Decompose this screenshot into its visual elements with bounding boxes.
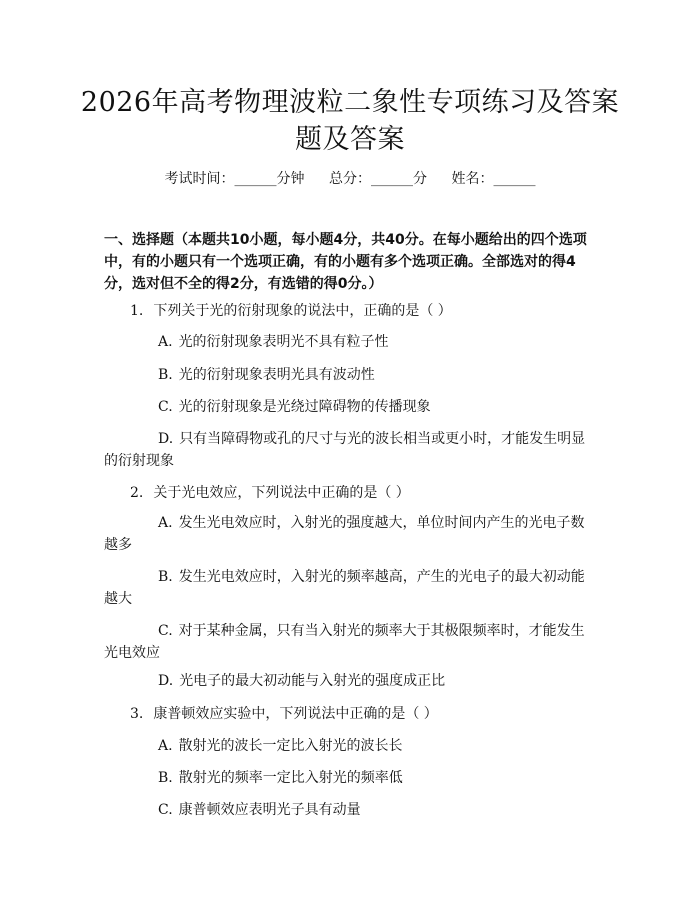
option-text: 发生光电效应时，入射光的强度越大，单位时间内产生的光电子数越多 [104, 515, 585, 553]
question-stem: 康普顿效应实验中，下列说法中正确的是（ ） [153, 706, 438, 722]
option-label: A. [158, 515, 173, 531]
option-1d [104, 428, 592, 472]
exam-meta [0, 168, 700, 188]
option-text: 光的衍射现象表明光具有波动性 [178, 367, 375, 383]
question-3 [104, 703, 592, 725]
question-number: 1. [130, 303, 144, 319]
option-text: 康普顿效应表明光子具有动量 [178, 802, 361, 818]
option-text: 光的衍射现象表明光不具有粒子性 [178, 334, 389, 350]
option-1a [104, 331, 592, 353]
document-title: 2026年高考物理波粒二象性专项练习及答案题及答案 [80, 87, 620, 155]
option-label: D. [158, 673, 174, 689]
option-text: 对于某种金属，只有当入射光的频率大于其极限频率时，才能发生光电效应 [104, 623, 585, 661]
option-label: B. [158, 569, 173, 585]
option-text: 光电子的最大初动能与入射光的强度成正比 [179, 673, 446, 689]
exam-name: 姓名：______ [451, 171, 536, 187]
option-3c [104, 799, 592, 821]
option-label: A. [158, 738, 173, 754]
option-text: 发生光电效应时，入射光的频率越高，产生的光电子的最大初动能越大 [104, 569, 585, 607]
option-text: 散射光的波长一定比入射光的波长长 [178, 738, 403, 754]
option-label: B. [158, 770, 173, 786]
option-2d [104, 670, 592, 692]
option-label: C. [158, 623, 173, 639]
question-1 [104, 300, 592, 322]
option-label: B. [158, 367, 173, 383]
exam-score: 总分：______分 [329, 171, 427, 187]
section-heading: 一、选择题（本题共10小题，每小题4分，共40分。在每小题给出的四个选项中，有的小题只有一个选项正确，有的小题有多个选项正确。全部选对的得4分，选对但不全的得2分，有选错的得0分。） [104, 232, 587, 292]
question-stem: 关于光电效应，下列说法中正确的是（ ） [153, 485, 410, 501]
option-label: D. [158, 431, 174, 447]
option-2a [104, 512, 592, 556]
question-number: 3. [130, 706, 144, 722]
option-text: 光的衍射现象是光绕过障碍物的传播现象 [178, 399, 431, 415]
question-stem: 下列关于光的衍射现象的说法中，正确的是（ ） [153, 303, 452, 319]
option-text: 只有当障碍物或孔的尺寸与光的波长相当或更小时，才能发生明显的衍射现象 [104, 431, 586, 469]
question-2 [104, 482, 592, 504]
option-label: C. [158, 802, 173, 818]
question-number: 2. [130, 485, 144, 501]
option-1b [104, 364, 592, 386]
exam-time: 考试时间：______分钟 [164, 171, 305, 187]
option-text: 散射光的频率一定比入射光的频率低 [178, 770, 403, 786]
option-label: A. [158, 334, 173, 350]
option-3a [104, 735, 592, 757]
option-2c [104, 620, 592, 664]
option-3b [104, 767, 592, 789]
option-2b [104, 566, 592, 610]
option-label: C. [158, 399, 173, 415]
option-1c [104, 396, 592, 418]
